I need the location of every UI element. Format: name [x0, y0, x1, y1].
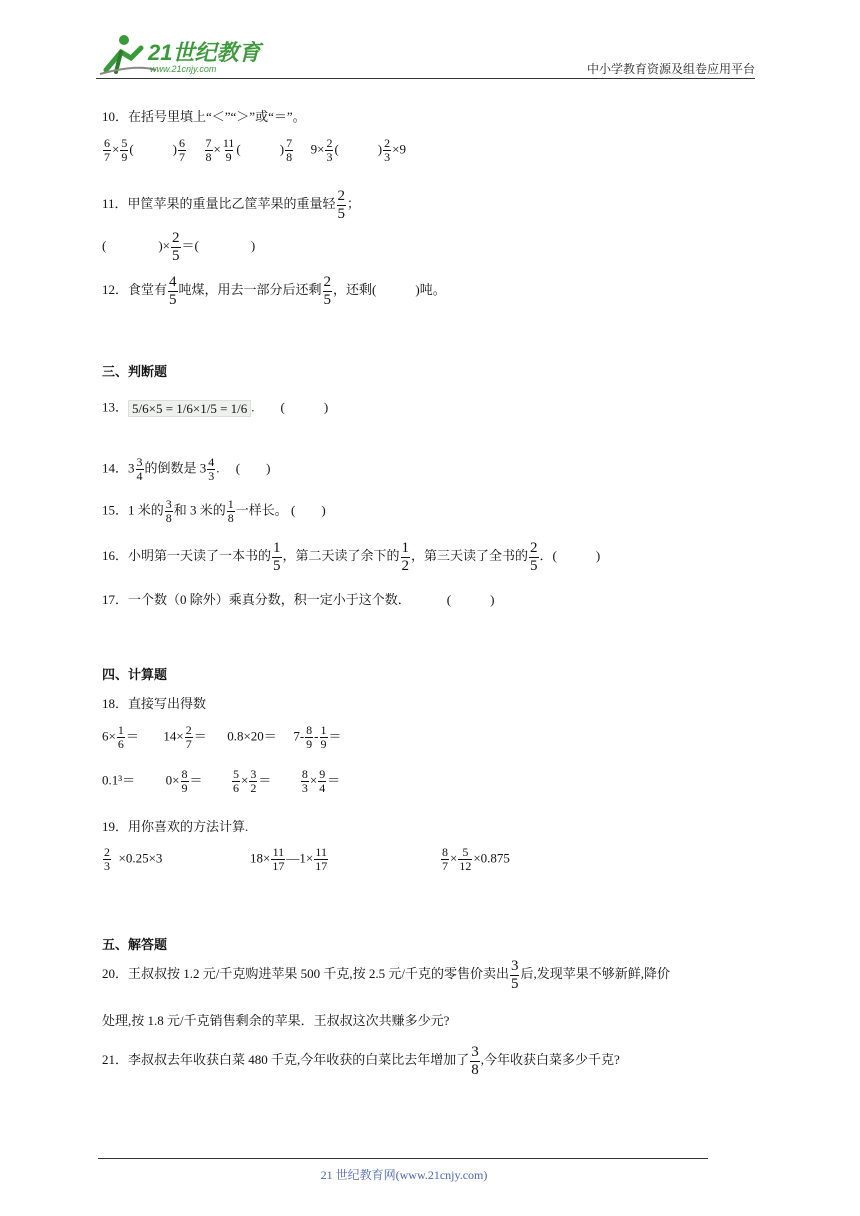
question-11-text: 11．甲筐苹果的重量比乙筐苹果的重量轻 $\frac{2}{5}$ ；	[102, 188, 361, 222]
fraction: $\frac{2}{5}$	[323, 274, 332, 308]
fraction: $\frac{2}{5}$	[337, 188, 346, 222]
question-19-expr-3: $\frac{8}{7}$ × $\frac{5}{12}$ ×0.875	[442, 845, 510, 874]
question-14: 14．3 $\frac{3}{4}$ 的倒数是 3 $\frac{4}{3}$ . ( )	[102, 455, 271, 484]
fraction: $\frac{1}{8}$	[227, 497, 234, 526]
fraction: $\frac{8}{9}$	[181, 767, 188, 796]
fraction: $\frac{1}{5}$	[273, 540, 281, 574]
section-3-heading: 三、判断题	[102, 364, 168, 379]
fraction: $\frac{5}{12}$	[459, 845, 472, 874]
fraction: $\frac{3}{4}$	[136, 455, 143, 484]
question-15: 15．1 米的 $\frac{3}{8}$ 和 3 米的 $\frac{1}{8}$ 一样长。 ( )	[102, 497, 326, 526]
fraction: $\frac{2}{7}$	[185, 723, 192, 752]
logo-url: www.21cnjy.com	[150, 64, 217, 74]
fraction: $\frac{8}{9}$	[306, 723, 313, 752]
question-12: 12．食堂有 $\frac{4}{5}$ 吨煤，用去一部分后还剩 $\frac{2}{5}$ ，还剩( )吨。	[102, 274, 446, 308]
question-21: 21．李叔叔去年收获白菜 480 千克,今年收获的白菜比去年增加了 $\frac{3}{8}$ ,今年收获白菜多少千克?	[102, 1044, 620, 1078]
question-18-row-2: 0.1³＝ 0× $\frac{8}{9}$ ＝ $\frac{5}{6}$ × $\frac{3}{2}$ ＝ $\frac{8}{3}$ × $\frac{9}{4}$ ＝	[102, 767, 341, 796]
fraction: $\frac{2}{3}$	[104, 845, 110, 874]
fraction: $\frac{2}{5}$	[530, 540, 538, 574]
fraction: $\frac{3}{5}$	[510, 958, 519, 992]
equation-image: 5/6×5 = 1/6×1/5 = 1/6	[128, 400, 251, 417]
question-16: 16．小明第一天读了一本书的 $\frac{1}{5}$ ，第二天读了余下的 $\frac{1}{2}$ ，第三天读了全书的 $\frac{2}{5}$ ．( )	[102, 540, 601, 574]
fraction: $\frac{5}{6}$	[233, 767, 240, 796]
fraction: $\frac{7}{8}$	[286, 136, 293, 165]
question-20-line-2: 处理,按 1.8 元/千克销售剩余的苹果．王叔叔这次共赚多少元?	[102, 1013, 450, 1028]
footer-text: 21 世纪教育网(www.21cnjy.com)	[320, 1168, 488, 1182]
footer-divider	[98, 1158, 708, 1159]
fraction: $\frac{11}{9}$	[222, 136, 235, 165]
fraction: $\frac{9}{4}$	[319, 767, 326, 796]
question-19-text: 19．用你喜欢的方法计算.	[102, 819, 249, 834]
site-logo	[96, 30, 266, 80]
answer-blank[interactable]: ＝( )	[181, 237, 256, 253]
fraction: $\frac{1}{6}$	[117, 723, 124, 752]
fraction: $\frac{2}{3}$	[384, 136, 391, 165]
answer-blank[interactable]: ( )	[129, 141, 178, 157]
fraction: $\frac{6}{7}$	[179, 136, 186, 165]
fraction: $\frac{8}{3}$	[301, 767, 308, 796]
question-11-equation	[102, 230, 255, 264]
fraction: $\frac{3}{8}$	[165, 497, 172, 526]
answer-blank[interactable]: ( )	[334, 141, 383, 157]
question-18-text: 18．直接写出得数	[102, 696, 207, 711]
question-19-expr-2: 18× $\frac{11}{17}$ —1× $\frac{11}{17}$	[250, 845, 328, 874]
fraction: $\frac{4}{3}$	[208, 455, 215, 484]
fraction: $\frac{11}{17}$	[315, 845, 328, 874]
section-5-heading: 五、解答题	[102, 937, 168, 952]
question-17: 17．一个数（0 除外）乘真分数，积一定小于这个数． ( )	[102, 592, 495, 607]
fraction: $\frac{1}{9}$	[320, 723, 327, 752]
fraction: $\frac{11}{17}$	[272, 845, 285, 874]
fraction: $\frac{3}{8}$	[471, 1044, 479, 1078]
fraction: $\frac{8}{7}$	[442, 845, 448, 874]
section-4-heading: 四、计算题	[102, 667, 168, 682]
answer-blank[interactable]: ( )	[236, 141, 285, 157]
question-20: 20．王叔叔按 1.2 元/千克购进苹果 500 千克,按 2.5 元/千克的零售价卖出 $\frac{3}{5}$ 后,发现苹果不够新鲜,降价	[102, 958, 670, 992]
fraction: $\frac{2}{5}$	[172, 230, 180, 264]
logo-text: 21世纪教育	[148, 40, 261, 65]
fraction: $\frac{3}{2}$	[250, 767, 257, 796]
question-18-row-1: 6× $\frac{1}{6}$ ＝ 14× $\frac{2}{7}$ ＝ 0.8×20＝ 7- $\frac{8}{9}$ - $\frac{1}{9}$ ＝	[102, 723, 342, 752]
answer-blank[interactable]: ( )×	[102, 237, 170, 253]
question-10-items: $\frac{6}{7}$ × $\frac{5}{9}$ ( ) $\frac{6}{7}$ $\frac{7}{8}$ × $\frac{11}{9}$ ( ) $\frac{7}{8}$ 9× $\frac{2}{3}$ ( ) $\frac{2}{3}$ ×9	[104, 136, 406, 165]
fraction: $\frac{5}{9}$	[121, 136, 128, 165]
header-divider	[96, 78, 755, 79]
question-19-expr-1: $\frac{2}{3}$ ×0.25×3	[104, 845, 163, 874]
fraction: $\frac{2}{3}$	[326, 136, 333, 165]
fraction: $\frac{6}{7}$	[104, 136, 110, 165]
fraction: $\frac{1}{2}$	[401, 540, 410, 574]
fraction: $\frac{4}{5}$	[169, 274, 177, 308]
question-10-text: 10．在括号里填上“＜”“＞”或“＝”。	[102, 109, 306, 124]
header-platform-text: 中小学教育资源及组卷应用平台	[586, 62, 755, 76]
answer-blank[interactable]: ( )	[446, 592, 495, 607]
fraction: $\frac{7}{8}$	[205, 136, 212, 165]
question-13: 13． 5/6×5 = 1/6×1/5 = 1/6 . ( )	[102, 399, 329, 416]
